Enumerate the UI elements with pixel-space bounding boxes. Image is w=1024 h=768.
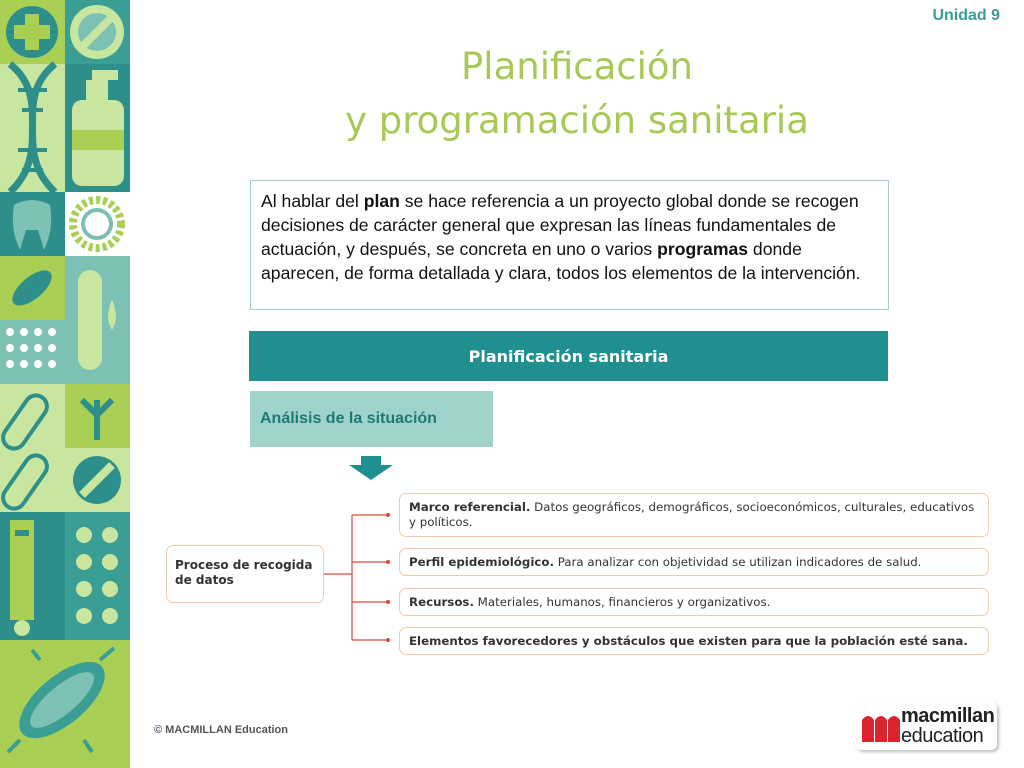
item-text: Datos geográficos, demográficos, socioeconómicos, culturales, educativos y políticos. [409,500,975,529]
page-title [300,40,854,148]
down-arrow-icon [349,456,393,482]
title-line-1: Planificación [460,45,694,88]
item-box [399,627,989,655]
unit-label: Unidad 9 [932,7,1000,24]
intro-text-1: Al hablar del [261,191,364,211]
analysis-box: Análisis de la situación [250,391,493,447]
planning-banner: Planificación sanitaria [249,331,888,381]
intro-text-3: donde aparecen, de forma detallada y clara, todos los elementos de la intervención. [261,239,861,283]
item-text: Materiales, humanos, financieros y organizativos. [473,594,771,609]
logo-text-1: macmillan [901,705,995,727]
intro-textbox [250,180,889,310]
item-text: Para analizar con objetividad se utilizan indicadores de salud. [553,554,922,569]
item-title: Perfil epidemiológico. [409,554,554,569]
copyright: © MACMILLAN Education [154,724,288,736]
title-line-2: y programación sanitaria [345,99,809,142]
intro-programas-bold: programas [657,239,749,259]
macmillan-m-icon [860,706,902,746]
decorative-sidebar [0,0,130,768]
item-box [399,493,989,537]
intro-plan-bold: plan [363,191,400,211]
intro-text-2: se hace referencia a un proyecto global donde se recogen decisiones de carácter general que expresan las líneas fundamentales de actuación, y después, se concreta en uno o varios [261,191,859,259]
item-box [399,588,989,616]
item-title: Elementos favorecedores y obstáculos que existen para que la población esté sana. [409,633,968,648]
connector-tree [324,490,404,650]
process-box: Proceso de recogida de datos [166,545,324,603]
logo-text-2: education [901,725,984,747]
macmillan-logo [855,702,997,750]
item-box [399,548,989,576]
item-title: Marco referencial. [409,500,531,514]
item-title: Recursos. [409,594,474,609]
